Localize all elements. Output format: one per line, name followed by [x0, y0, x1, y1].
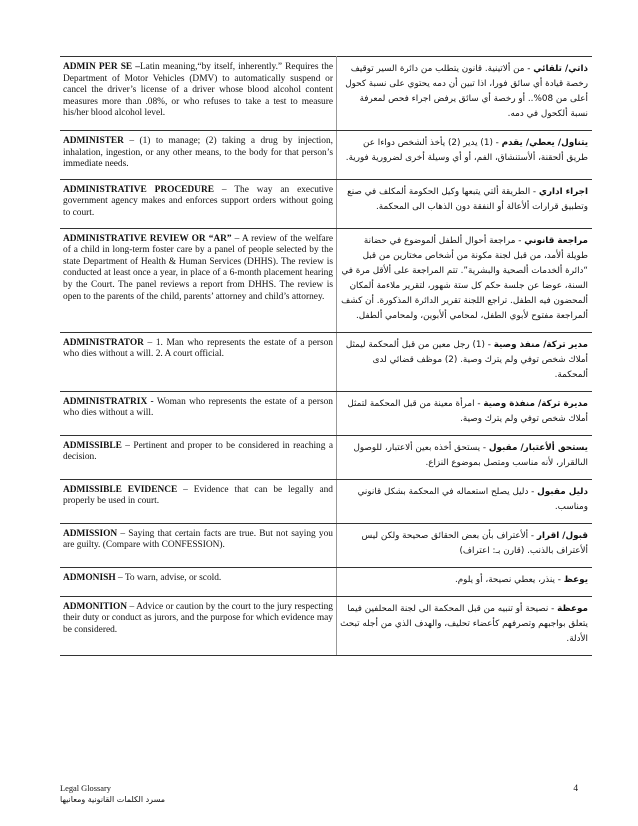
arabic-definition: - مراجعة أحوال ألطفل ألموضوع في حضانة طويلة ألأمد، من قبل لجنة مكونة من أشخاص مختارين من قبل “دائرة ألخدمات ألصحية والبشرية”. تتم المراجعة على ألأقل مرة في السنة، عوضا عن جلسة حكم كل ستة شهور، لتقرير ملاءمة ألمكان ألمحضون فيه الطفل. تراجع اللجنة تقرير الدائرة المذكورة. أن كشف ألمراجعة مفتوح لأبوي الطفل، لمحامي ألأبوين، ولمحامي ألطفل.	[341, 235, 588, 321]
arabic-cell	[337, 391, 593, 435]
arabic-definition: - يستحق أخذه بعين ألاعتبار، للوصول الىالقرار، لأنه مناسب ومتصل بموضوع النزاع.	[353, 442, 588, 468]
arabic-definition: - دليل يصلح استعماله في المحكمة بشكل قانوني ومناسب.	[357, 486, 588, 512]
english-term: ADMISSION	[63, 528, 118, 539]
english-term: ADMISSIBLE	[63, 440, 122, 451]
arabic-term: يتناول/ يعطي/ يقدم	[501, 138, 588, 148]
arabic-cell	[337, 567, 593, 596]
glossary-row	[60, 596, 592, 655]
english-cell	[60, 228, 337, 332]
english-definition: – (1) to manage; (2) taking a drug by injection, inhalation, ingestion, or any other means, to the body for that person’s immediate needs.	[63, 136, 333, 170]
english-definition: – Advice or caution by the court to the jury respecting their duty or conduct as jurors, and the purpose for which evidence may be considered.	[63, 601, 333, 635]
english-term: ADMONISH	[63, 572, 116, 583]
arabic-definition: - الطريقة ألتي يتبعها وكيل الحكومة ألمكلف في صنع وتطبيق قرارات ألأعالة أو النفقة دون الذهاب الى المحكمة.	[347, 186, 588, 212]
english-definition: – A review of the welfare of a child in long-term foster care by a panel of people selected by the state Department of Health & Human Services (DHHS). The review is conducted at least once a year, in place of a 6-month placement hearing by the Court. The panel reviews a report from DHHS. The review is open to the parents of the child, parents’ attorney and child’s attorney.	[63, 233, 334, 302]
arabic-cell	[337, 596, 593, 655]
english-definition: – The way an executive government agency makes and enforces support orders without going to court.	[63, 184, 333, 218]
english-definition: – To warn, advise, or scold.	[115, 572, 222, 583]
english-term: ADMINISTRATIVE REVIEW OR “AR”	[63, 233, 232, 244]
arabic-cell	[337, 179, 593, 228]
arabic-term: يستحق ألأعتبار/ مقبول	[488, 442, 588, 453]
arabic-term: اجراء اداري	[538, 186, 588, 197]
english-cell	[60, 523, 337, 567]
arabic-term: مدير تركة/ منفذ وصية	[493, 339, 588, 350]
arabic-cell	[337, 332, 593, 391]
english-definition: – 1. Man who represents the estate of a person who dies without a will. 2. A court official.	[63, 337, 333, 360]
english-term: ADMISSIBLE EVIDENCE	[63, 484, 178, 495]
english-cell	[60, 131, 337, 180]
arabic-definition: - (1) يدير (2) يأخذ ألشخص دواءا عن طريق ألحقنة، ألأستنشاق، الفم، أو أي وسيلة أخرى لضرورية فورية.	[345, 138, 588, 163]
glossary-row	[60, 479, 592, 523]
glossary-row	[60, 228, 592, 332]
english-term: ADMINISTRATRIX -	[63, 396, 154, 407]
glossary-row	[60, 567, 592, 596]
english-term: ADMIN PER SE –	[63, 62, 140, 72]
english-term: ADMONITION	[63, 601, 128, 612]
english-cell	[60, 567, 337, 596]
glossary-row	[60, 131, 592, 180]
arabic-definition: - من ألاتينية. قانون يتطلب من دائرة السير توقيف رخصة قيادة أي سائق فورا، اذا تبين أن دمه يحتوي على نسبة كحول أعلى من 08%.. أو رخصة أي سائق يرفض اجراء فحص لمعرفة نسبة ألكحول في دمه.	[345, 64, 588, 119]
english-definition: – Saying that certain facts are true. But not saying you are guilty. (Compare with CONFESSION).	[63, 528, 333, 551]
english-cell	[60, 57, 337, 131]
english-cell	[60, 332, 337, 391]
english-cell	[60, 479, 337, 523]
english-cell	[60, 391, 337, 435]
arabic-cell	[337, 479, 593, 523]
arabic-definition: - (1) رجل معين من قبل ألمحكمة ليمثل أملاك شخص توفي ولم يترك وصية. (2) موظف قضائي لدى ألمحكمة.	[345, 339, 588, 380]
footer-subtitle-arabic: مسرد الكلمات القانونية ومعانيها	[60, 795, 165, 804]
arabic-cell	[337, 435, 593, 479]
english-definition: – Evidence that can be legally and properly be used in court.	[63, 484, 333, 507]
english-definition: – Pertinent and proper to be considered in reaching a decision.	[63, 440, 333, 463]
glossary-row	[60, 57, 592, 131]
english-term: ADMINISTRATOR	[63, 337, 144, 348]
english-term: ADMINISTER	[63, 136, 124, 146]
english-definition: Woman who represents the estate of a person who dies without a will.	[63, 396, 333, 419]
arabic-definition: - امرأة معينة من قبل المحكمة لتمثل أملاك شخص توفي ولم يترك وصية.	[347, 398, 588, 424]
arabic-definition: - ألأعتراف بأن بعض الحقائق صحيحة ولكن ليس ألأعتراف بالذنب. (قارن بـ: اعتراف)	[361, 530, 588, 556]
arabic-term: مراجعة قانوني	[524, 235, 588, 246]
page-number: 4	[573, 784, 578, 794]
arabic-cell	[337, 523, 593, 567]
glossary-table	[60, 56, 592, 656]
english-cell	[60, 596, 337, 655]
glossary-row	[60, 179, 592, 228]
english-term: ADMINISTRATIVE PROCEDURE	[63, 184, 214, 195]
arabic-definition: - ينذر، يعطي نصيحة، أو يلوم.	[454, 574, 564, 585]
arabic-term: دليل مقبول	[537, 486, 588, 497]
english-cell	[60, 435, 337, 479]
glossary-row	[60, 435, 592, 479]
arabic-term: مديرة تركة/ منفذة وصية	[483, 398, 588, 409]
arabic-term: يوعظ	[563, 574, 588, 585]
arabic-term: ذاتي/ تلقائي	[533, 64, 588, 74]
arabic-cell	[337, 57, 593, 131]
footer-title: Legal Glossary	[60, 784, 111, 793]
glossary-row	[60, 332, 592, 391]
footer	[60, 783, 165, 805]
arabic-cell	[337, 131, 593, 180]
arabic-cell	[337, 228, 593, 332]
glossary-row	[60, 391, 592, 435]
arabic-term: قبول/ اقرار	[536, 530, 588, 541]
glossary-row	[60, 523, 592, 567]
english-cell	[60, 179, 337, 228]
arabic-definition: - نصيحة أو تنبيه من قبل المحكمة الى لجنة المحلفين فيما يتعلق بواجبهم وتصرفهم كأعضاء تحليف، والهدف الذي من أجله تبحث الأدلة.	[340, 603, 588, 644]
english-definition: Latin meaning,“by itself, inherently.” Requires the Department of Motor Vehicles (DMV) to automatically suspend or cancel the driver’s license of a driver whose blood alcohol content measures more than .08%, or who refuses to take a test to measure his/her blood alcohol level.	[63, 62, 334, 119]
arabic-term: موعظة	[557, 603, 588, 614]
